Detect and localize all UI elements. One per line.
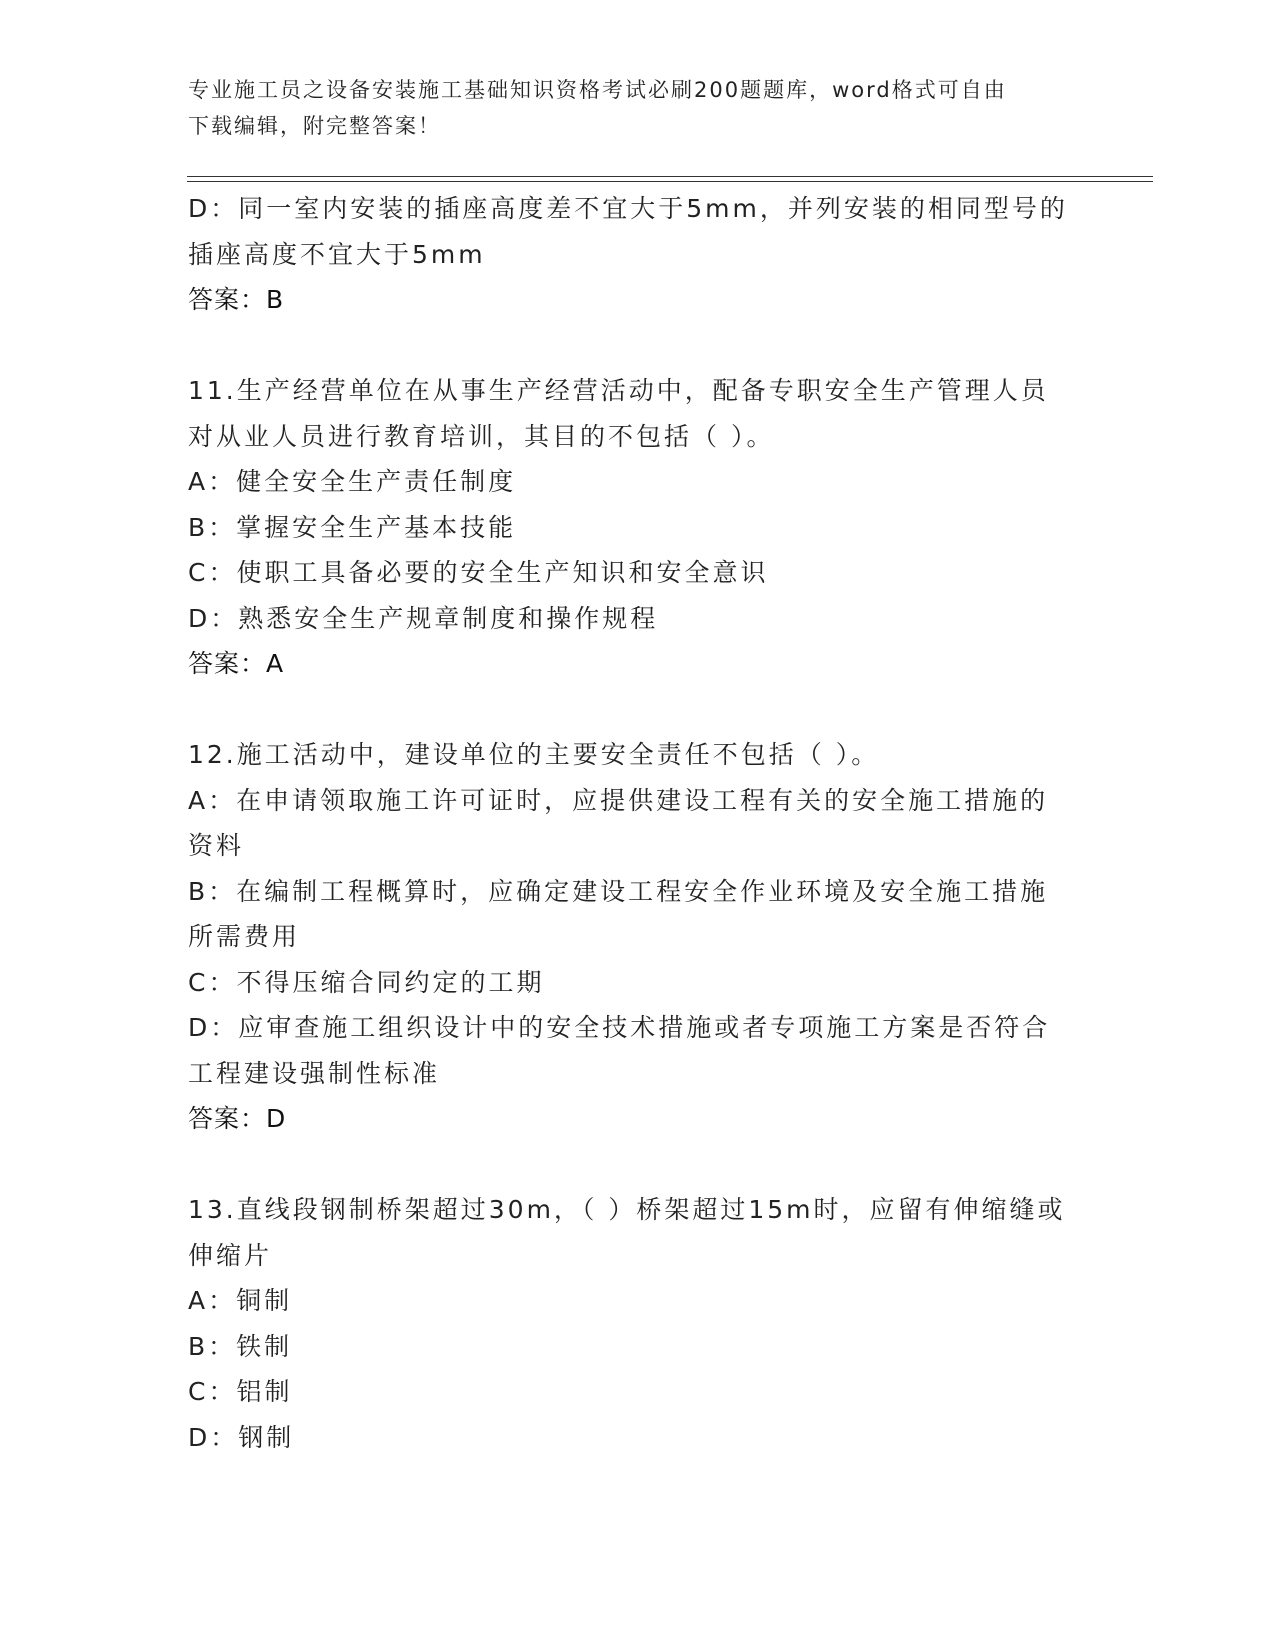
question-12: [188, 732, 1088, 1142]
option-a-line-1: A：在申请领取施工许可证时，应提供建设工程有关的安全施工措施的: [188, 785, 1049, 815]
answer-label: 答案：D: [188, 1104, 287, 1133]
header-line-1: 专业施工员之设备安装施工基础知识资格考试必刷200题题库，word格式可自由: [188, 78, 1007, 102]
spacer: [188, 323, 1088, 369]
option-d: D：钢制: [188, 1422, 295, 1452]
spacer: [188, 687, 1088, 733]
option-a-line-2: 资料: [188, 831, 245, 860]
header-line-2: 下载编辑，附完整答案！: [188, 114, 441, 138]
question-11: [188, 368, 1088, 687]
previous-question-tail: [188, 186, 1088, 323]
option-a: A：健全安全生产责任制度: [188, 467, 517, 496]
question-stem-line-1: 11.生产经营单位在从事生产经营活动中，配备专职安全生产管理人员: [188, 376, 1049, 405]
option-d-line-1: D：同一室内安装的插座高度差不宜大于5mm，并列安装的相同型号的: [188, 194, 1068, 223]
option-d-line-2: 插座高度不宜大于5mm: [188, 239, 486, 269]
spacer: [188, 1142, 1088, 1188]
option-b: B：掌握安全生产基本技能: [188, 512, 517, 542]
option-b-line-1: B：在编制工程概算时，应确定建设工程安全作业环境及安全施工措施: [188, 876, 1049, 906]
question-stem-line-1: 13.直线段钢制桥架超过30m，（ ）桥架超过15m时，应留有伸缩缝或: [188, 1195, 1066, 1224]
question-stem-line-2: 伸缩片: [188, 1240, 273, 1270]
question-list: [188, 186, 1088, 1460]
question-stem-line-2: 对从业人员进行教育培训，其目的不包括（ ）。: [188, 421, 775, 451]
document-header: [188, 72, 1068, 144]
answer-label: 答案：A: [188, 649, 285, 678]
question-13: [188, 1187, 1088, 1460]
option-c: C：不得压缩合同约定的工期: [188, 967, 545, 997]
option-c: C：使职工具备必要的安全生产知识和安全意识: [188, 558, 769, 587]
option-d-line-1: D：应审查施工组织设计中的安全技术措施或者专项施工方案是否符合: [188, 1013, 1051, 1042]
header-divider-bottom: [187, 181, 1153, 182]
option-b: B：铁制: [188, 1331, 293, 1361]
option-c: C：铝制: [188, 1377, 293, 1406]
answer-label: 答案：B: [188, 285, 285, 314]
option-b-line-2: 所需费用: [188, 922, 301, 951]
question-stem: 12.施工活动中，建设单位的主要安全责任不包括（ ）。: [188, 740, 880, 769]
header-divider-top: [187, 176, 1153, 177]
option-d-line-2: 工程建设强制性标准: [188, 1058, 441, 1088]
option-a: A：铜制: [188, 1286, 293, 1315]
option-d: D：熟悉安全生产规章制度和操作规程: [188, 603, 659, 633]
